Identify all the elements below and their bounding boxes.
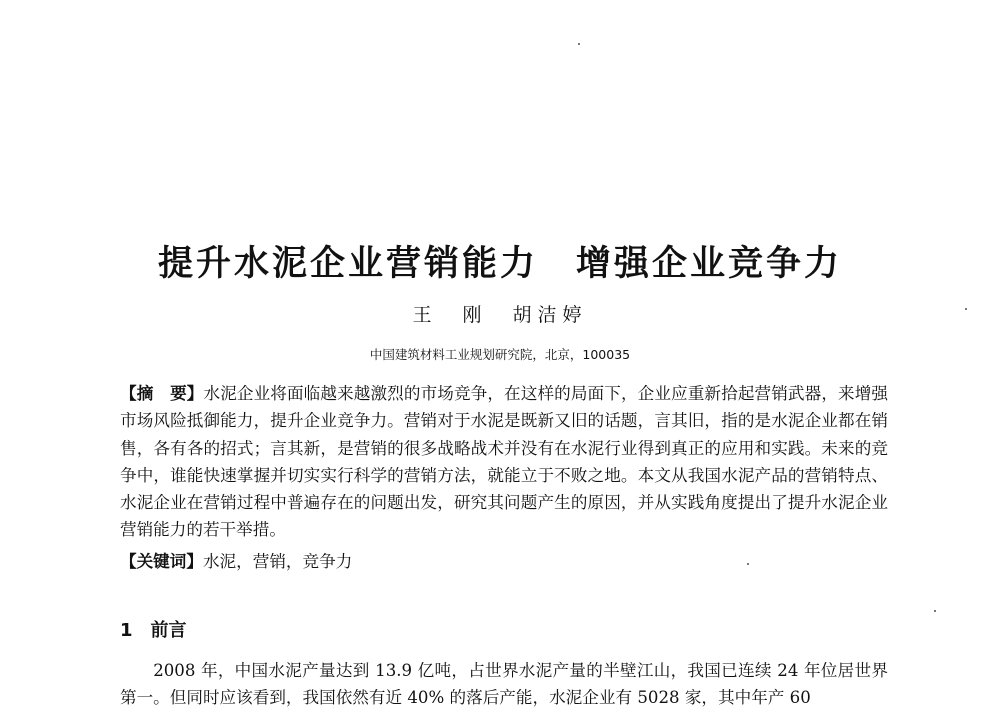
keywords-label: 【关键词】 [120,552,203,571]
abstract-text: 水泥企业将面临越来越激烈的市场竞争，在这样的局面下，企业应重新拾起营销武器，来增强市场风险抵御能力，提升企业竞争力。营销对于水泥是既新又旧的话题，言其旧，指的是水泥企业都在销售，各有各的招式；言其新，是营销的很多战略战术并没有在水泥行业得到真正的应用和实践。未来的竞争中，谁能快速掌握并切实实行科学的营销方法，就能立于不败之地。本文从我国水泥产品的营销特点、水泥企业在营销过程中普遍存在的问题出发，研究其问题产生的原因，并从实践角度提出了提升水泥企业营销能力的若干举措。 [120,384,889,540]
scan-speck [578,43,580,45]
affiliation: 中国建筑材料工业规划研究院，北京，100035 [369,347,631,362]
authors: 王 刚 胡洁婷 [412,304,588,326]
body-paragraph: 2008 年，中国水泥产量达到 13.9 亿吨，占世界水泥产量的半壁江山，我国已连续 24 年位居世界第一。但同时应该看到，我国依然有近 40% 的落后产能，水泥企业有 5028 家，其中年产 60 [120,661,888,708]
keywords [120,548,888,575]
abstract [120,380,888,544]
abstract-label: 【摘 要】 [120,384,204,403]
section-heading: 1 前言 [120,620,187,641]
paper-title: 提升水泥企业营销能力 增强企业竞争力 [157,243,842,284]
scan-speck [934,610,936,612]
keywords-text: 水泥，营销，竞争力 [202,552,353,571]
